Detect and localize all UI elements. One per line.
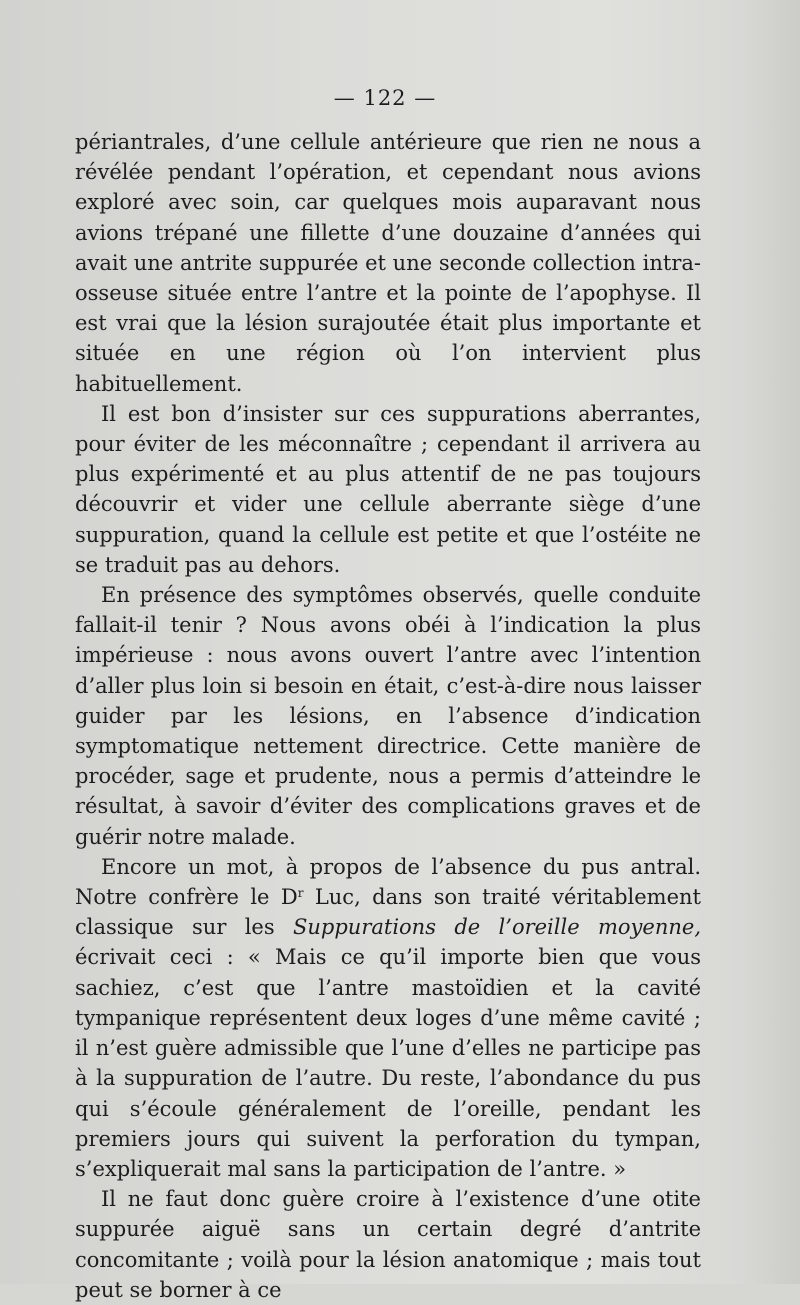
page-number: — 122 —: [333, 86, 437, 110]
paragraph-1: périantrales, d’une cellule antérieure que rien ne nous a révélée pendant l’opération, et cependant nous avions exploré avec soin, car quelques mois auparavant nous avions trépané une fillette d’une douzaine d’années qui avait une antrite suppurée et une seconde collection intra-osseuse située entre l’antre et la pointe de l’apophyse. Il est vrai que la lésion surajoutée était plus importante et située en une région où l’on intervient plus habituellement.: [75, 130, 701, 396]
page-body: [75, 127, 701, 1305]
book-title: Suppurations de l’oreille moyenne,: [293, 915, 701, 940]
paragraph-3: En présence des symptômes observés, quelle conduite fallait-il tenir ? Nous avons obéi à l’indication la plus impérieuse : nous avons ouvert l’antre avec l’intention d’aller plus loin si besoin en était, c’est-à-dire nous laisser guider par les lésions, en l’absence d’indication symptomatique nettement directrice. Cette manière de procéder, sage et prudente, nous a permis d’atteindre le résultat, à savoir d’éviter des complications graves et de guérir notre malade.: [75, 583, 701, 849]
paragraph-5: Il ne faut donc guère croire à l’existence d’une otite suppurée aiguë sans un certain degré d’antrite concomitante ; voilà pour la lésion anatomique ; mais tout peut se borner à ce: [75, 1187, 701, 1302]
paragraph-4-before-doctor: Encore un mot, à propos de l’absence du pus antral. Notre confrère le D: [75, 854, 701, 910]
paragraph-4: [75, 852, 701, 1184]
doctor-abbreviation-superscript: r: [297, 886, 304, 901]
paragraph-2: Il est bon d’insister sur ces suppurations aberrantes, pour éviter de les méconnaître ; cependant il arrivera au plus expérimenté et au plus attentif de ne pas toujours découvrir et vider une cellule aberrante siège d’une suppuration, quand la cellule est petite et que l’ostéite ne se traduit pas au dehors.: [75, 401, 701, 577]
paragraph-4-after-title: écrivait ceci : « Mais ce qu’il importe bien que vous sachiez, c’est que l’antre mastoïdien et la cavité tympanique représentent deux loges d’une même cavité ; il n’est guère admissible que l’une d’elles ne participe pas à la suppuration de l’autre. Du reste, l’abondance du pus qui s’écoule généralement de l’oreille, pendant les premiers jours qui suivent la perforation du tympan, s’expliquerait mal sans la participation de l’antre. »: [75, 945, 701, 1181]
paragraph-4-before-title: Luc, dans son traité véritablement classique sur les: [75, 885, 701, 940]
